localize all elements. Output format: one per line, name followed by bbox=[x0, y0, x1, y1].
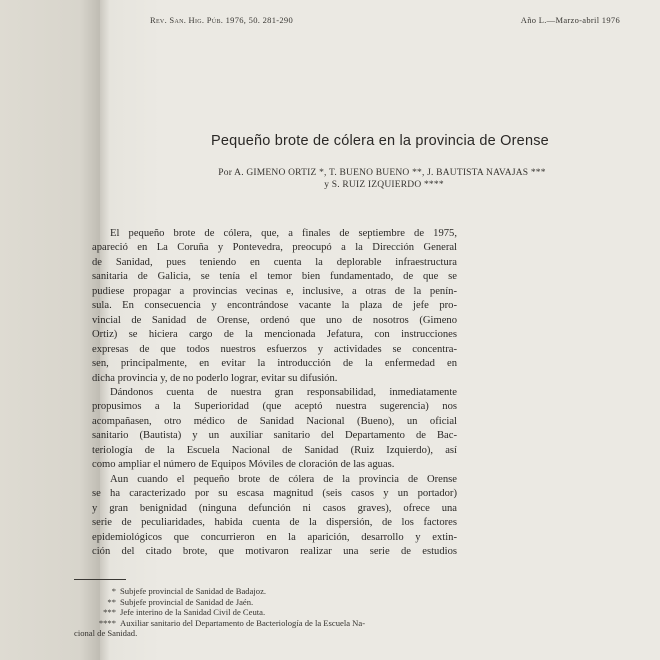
text-line: apareció en La Coruña y Pontevedra, preocupó a la Dirección General bbox=[92, 242, 457, 254]
text-line: Dándonos cuenta de nuestra gran responsabilidad, inmediatamente bbox=[110, 386, 457, 398]
footnote bbox=[74, 618, 457, 629]
text-line: sen, principalmente, en evitar la introducción de la enfermedad en bbox=[92, 358, 457, 370]
footnote-mark: ** bbox=[107, 596, 116, 607]
text-line: propusimos a la Superioridad (que aceptó nuestra sugerencia) nos bbox=[92, 401, 457, 413]
footnote-mark: **** bbox=[98, 617, 116, 628]
text-line: expresas de que todos nuestros esfuerzos y actividades se concentra- bbox=[92, 343, 457, 355]
text-line: Ortiz) se hiciera cargo de la mencionada Jefatura, con instrucciones bbox=[92, 329, 457, 341]
text-line: dicha provincia y, de no poderlo lograr, evitar su difusión. bbox=[92, 372, 338, 384]
article-body bbox=[74, 227, 457, 559]
text-line: teriología de la Escuela Nacional de Sanidad (Ruiz Izquierdo), así bbox=[92, 444, 457, 456]
text-line: ción del citado brote, que motivaron realizar una serie de estudios bbox=[92, 545, 457, 557]
footnote-rule bbox=[74, 579, 126, 580]
text-line: acompañasen, otro médico de Sanidad Nacional (Bueno), un oficial bbox=[92, 415, 457, 427]
footnote bbox=[74, 597, 457, 608]
text-line: sula. En consecuencia y encontrándose vacante la plaza de jefe pro- bbox=[92, 300, 457, 312]
text-line: y gran benignidad (ninguna defunción ni casos graves), ofrece una bbox=[92, 502, 457, 514]
text-line: sanitaria de Galicia, se tenía el temor bien fundamentado, de que se bbox=[92, 271, 457, 283]
authors-line-1: Por A. GIMENO ORTIZ *, T. BUENO BUENO **, J. BAUTISTA NAVAJAS *** bbox=[218, 168, 546, 178]
footnote-mark: *** bbox=[103, 607, 116, 618]
text-line: pudiese propagar a provincias vecinas e, inclusive, a otras de la penín- bbox=[92, 285, 457, 297]
text-line: epidemiológicos que concurrieron en la aparición, desarrollo y extin- bbox=[92, 531, 457, 543]
text-line: sanitario (Bautista) y un auxiliar sanitario del Departamento de Bac- bbox=[92, 430, 457, 442]
footnote-text: Subjefe provincial de Sanidad de Badajoz. bbox=[120, 586, 267, 596]
journal-citation: Rev. San. Hig. Púb. 1976, 50. 281-290 bbox=[150, 15, 294, 25]
text-line: Aun cuando el pequeño brote de cólera de la provincia de Orense bbox=[110, 473, 457, 485]
footnote bbox=[74, 607, 457, 618]
footnote-continuation: cional de Sanidad. bbox=[74, 628, 138, 639]
author-list bbox=[100, 167, 660, 191]
text-line: El pequeño brote de cólera, que, a finales de septiembre de 1975, bbox=[110, 228, 457, 239]
footnote bbox=[74, 586, 457, 597]
text-line: de Sanidad, pues teniendo en cuenta la deplorable infraestructura bbox=[92, 256, 457, 268]
text-line: como ampliar el número de Equipos Móviles de cloración de las aguas. bbox=[92, 459, 395, 471]
paragraph-2 bbox=[74, 386, 457, 473]
paragraph-3 bbox=[74, 473, 457, 560]
footnote-text: Auxiliar sanitario del Departamento de Bacteriología de la Escuela Na- bbox=[120, 617, 366, 628]
text-line: se ha caracterizado por su escasa magnitud (seis casos y un portador) bbox=[92, 488, 457, 500]
footnotes bbox=[74, 586, 457, 639]
authors-line-2: y S. RUIZ IZQUIERDO **** bbox=[324, 180, 444, 190]
text-line: serie de peculiaridades, habida cuenta de la dispersión, de los factores bbox=[92, 517, 457, 529]
paragraph-1 bbox=[74, 227, 457, 386]
article-title: Pequeño brote de cólera en la provincia de Orense bbox=[211, 133, 549, 149]
issue-date: Año L.—Marzo-abril 1976 bbox=[520, 15, 620, 25]
footnote-text: Jefe interino de la Sanidad Civil de Ceuta. bbox=[120, 607, 266, 618]
footnote-mark: * bbox=[111, 586, 116, 596]
footnote-text: Subjefe provincial de Sanidad de Jaén. bbox=[120, 596, 254, 607]
text-line: vincial de Sanidad de Orense, ordenó que uno de nosotros (Gimeno bbox=[92, 314, 457, 326]
